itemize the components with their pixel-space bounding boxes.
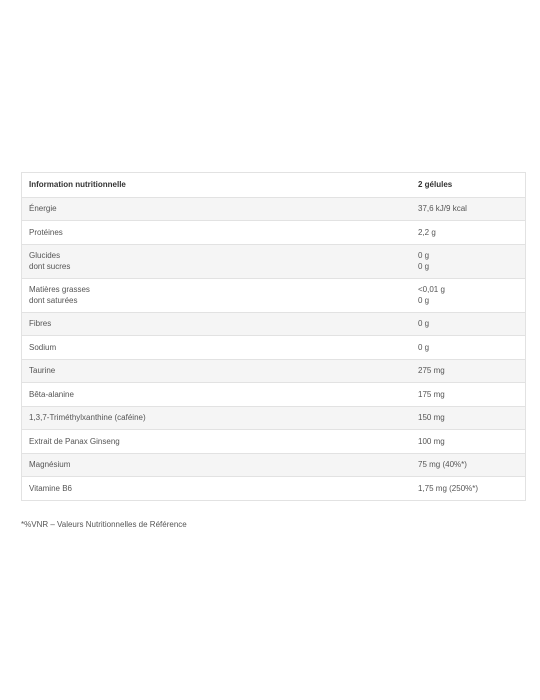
nutrient-name: Magnésium [29, 460, 71, 470]
table-row [22, 429, 525, 453]
nutrient-value: 175 mg [418, 389, 445, 399]
nutrient-value: 100 mg [418, 436, 445, 446]
table-row [22, 382, 525, 406]
nutrient-name: 1,3,7-Triméthylxanthine (caféine) [29, 413, 146, 423]
table-row [22, 312, 525, 336]
nutrient-name [22, 284, 418, 306]
nutrient-name: Taurine [29, 366, 56, 376]
nutrient-name: Protéines [29, 227, 63, 237]
table-row [22, 244, 525, 278]
nutrient-value: 2,2 g [418, 227, 436, 237]
table-row [22, 476, 525, 500]
table-row [22, 278, 525, 312]
nutrient-value: 0 g [418, 342, 430, 352]
table-row [22, 406, 525, 430]
nutrient-name: Fibres [29, 319, 52, 329]
nutrient-value: 0 g [418, 319, 430, 329]
nutrient-name: Sodium [29, 342, 57, 352]
nutrient-name: Vitamine B6 [29, 483, 72, 493]
header-nutrition-label: Information nutritionnelle [29, 180, 126, 190]
table-row [22, 453, 525, 477]
nutrient-value-line: <0,01 g [418, 285, 445, 294]
nutrient-value: 37,6 kJ/9 kcal [418, 204, 467, 214]
nutrient-value: 1,75 mg (250%*) [418, 483, 479, 493]
nutrition-table [21, 172, 526, 501]
nutrient-value: 150 mg [418, 413, 445, 423]
nutrient-subname-line: dont sucres [29, 262, 71, 271]
nutrient-name [22, 250, 418, 272]
nutrient-subvalue-line: 0 g [418, 262, 430, 271]
nutrient-name-line: Matières grasses [29, 285, 90, 294]
nutrient-name: Extrait de Panax Ginseng [29, 436, 120, 446]
nutrient-name-line: Glucides [29, 251, 61, 260]
table-row [22, 359, 525, 383]
table-row [22, 220, 525, 244]
nutrient-subvalue-line: 0 g [418, 296, 430, 305]
nutrient-value: 75 mg (40%*) [418, 460, 467, 470]
nutrient-name: Bêta-alanine [29, 389, 74, 399]
header-serving-label: 2 gélules [418, 180, 453, 190]
table-row [22, 197, 525, 221]
nutrient-value: 275 mg [418, 366, 445, 376]
nutrient-name: Énergie [29, 204, 57, 214]
table-row [22, 335, 525, 359]
nutrient-value-line: 0 g [418, 251, 430, 260]
nutrient-subname-line: dont saturées [29, 296, 78, 305]
table-header-row [22, 173, 525, 197]
footnote: *%VNR – Valeurs Nutritionnelles de Référence [21, 520, 187, 529]
nutrient-value [418, 250, 525, 272]
nutrient-value [418, 284, 525, 306]
